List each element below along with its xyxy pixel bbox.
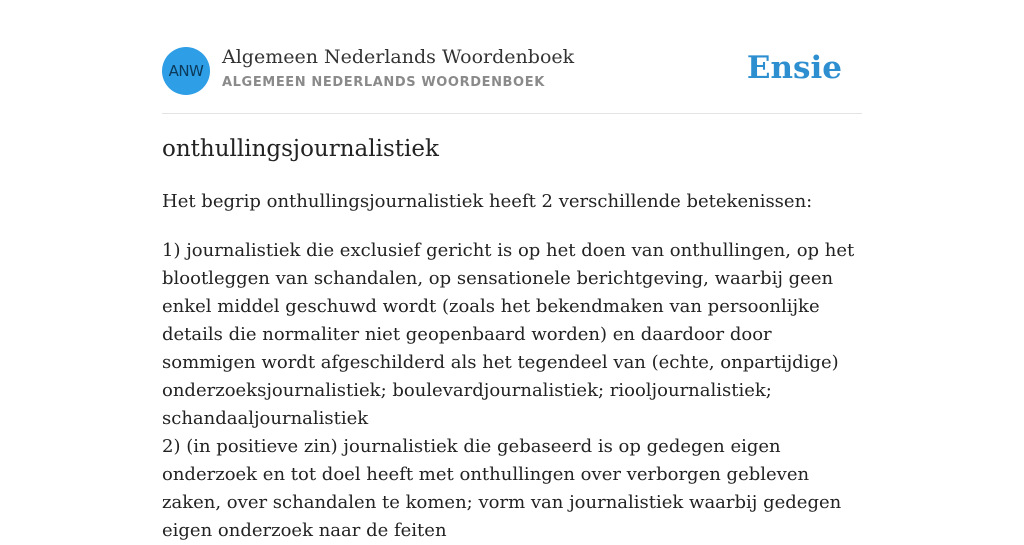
definition-1: 1) journalistiek die exclusief gericht is op het doen van onthullingen, op het blootleggen van schandalen, op sensationele berichtgeving, waarbij geen enkel middel geschuwd wordt (zoals het bekendmaken van persoonlijke details die normaliter niet geopenbaard worden) en daardoor door sommigen wordt afgeschilderd als het tegendeel van (echte, onpartijdige) onderzoeksjournalistiek; boulevardjournalistiek; riooljournalistiek; schandaaljournalistiek — [162, 240, 855, 429]
entry-intro: Het begrip onthullingsjournalistiek heeft 2 verschillende betekenissen: — [162, 191, 813, 212]
source-subtitle: ALGEMEEN NEDERLANDS WOORDENBOEK — [222, 75, 545, 90]
definitions-list — [162, 237, 868, 545]
ensie-logo[interactable]: Ensie — [746, 50, 842, 86]
anw-logo[interactable]: ANW — [162, 47, 210, 95]
source-title[interactable]: Algemeen Nederlands Woordenboek — [222, 46, 575, 68]
source-header — [162, 46, 862, 96]
definition-2: 2) (in positieve zin) journalistiek die gebaseerd is op gedegen eigen onderzoek en tot doel heeft met onthullingen over verborgen gebleven zaken, over schandalen te komen; vorm van journalistiek waarbij gedegen eigen onderzoek naar de feiten — [162, 436, 842, 541]
entry-term: onthullingsjournalistiek — [162, 136, 439, 162]
header-divider — [162, 113, 862, 114]
